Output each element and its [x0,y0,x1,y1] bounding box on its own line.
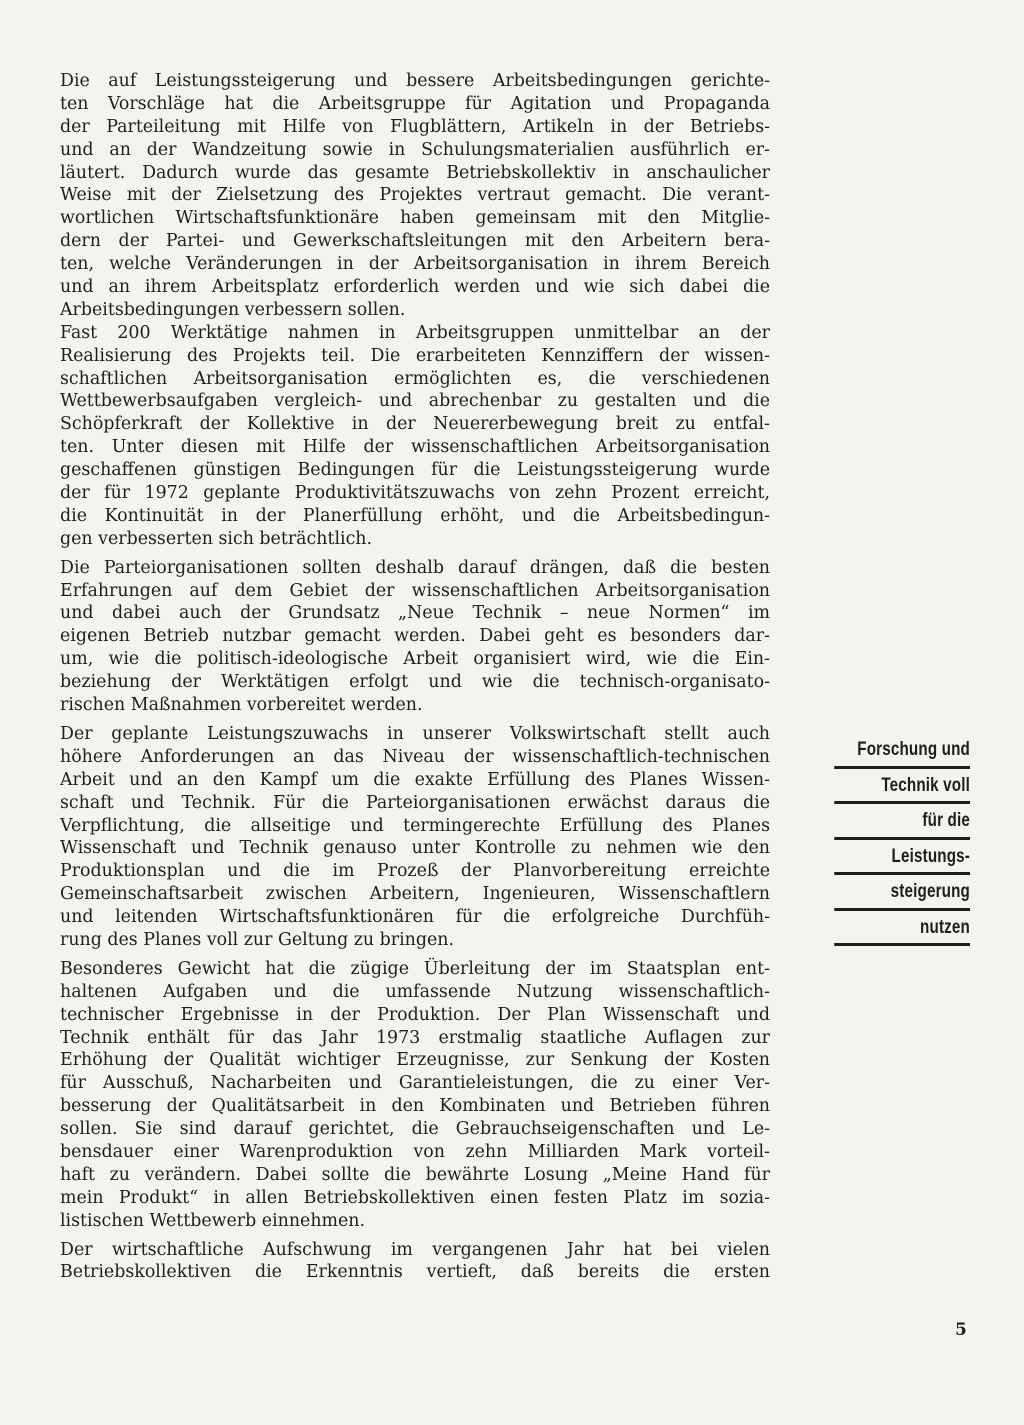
paragraph [60,557,770,717]
text-line: eigenen Betrieb nutzbar gemacht werden. Dabei geht es besonders dar- [60,626,770,647]
text-line: haltenen Aufgaben und die umfassende Nutzung wissenschaftlich- [60,981,770,1002]
text-line: Produktionsplan und die im Prozeß der Planvorbereitung erreichte [60,861,770,882]
text-line: Besonderes Gewicht hat die zügige Überleitung der im Staatsplan ent- [60,958,770,979]
text-line: Verpflichtung, die allseitige und termingerechte Erfüllung des Planes [60,815,770,836]
text-line: besserung der Qualitätsarbeit in den Kombinaten und Betrieben führen [60,1096,770,1117]
text-line: mein Produkt“ in allen Betriebskollektiven einen festen Platz im sozia- [60,1187,770,1208]
text-line: Die auf Leistungssteigerung und bessere Arbeitsbedingungen gerichte- [60,71,770,91]
text-line: der Parteileitung mit Hilfe von Flugblättern, Artikeln in der Betriebs- [60,116,770,137]
text-line: um, wie die politisch-ideologische Arbeit organisiert wird, wie die Ein- [60,649,770,670]
text-line: Der wirtschaftliche Aufschwung im vergangenen Jahr hat bei vielen [60,1239,770,1260]
text-line: und an ihrem Arbeitsplatz erforderlich werden und wie sich dabei die [60,277,770,298]
text-line: sollen. Sie sind darauf gerichtet, die Gebrauchseigenschaften und Le- [60,1119,770,1140]
margin-note-line: nutzen [834,914,970,947]
text-line: rischen Maßnahmen vorbereitet werden. [60,695,423,716]
text-line: geschaffenen günstigen Bedingungen für die Leistungssteigerung wurde [60,460,770,481]
text-line: Schöpferkraft der Kollektive in der Neuererbewegung breit zu entfal- [60,414,770,435]
paragraph [60,70,770,322]
text-line: und an der Wandzeitung sowie in Schulungsmaterialien ausführlich er- [60,139,770,160]
text-line: die Kontinuität in der Planerfüllung erhöht, und die Arbeitsbedingun- [60,505,770,526]
text-line: Fast 200 Werktätige nahmen in Arbeitsgruppen unmittelbar an der [60,322,770,343]
text-line: Arbeit und an den Kampf um die exakte Erfüllung des Planes Wissen- [60,769,770,790]
margin-note-line: für die [834,807,970,840]
paragraph [60,322,770,551]
text-line: ten. Unter diesen mit Hilfe der wissenschaftlichen Arbeitsorganisation [60,437,770,458]
text-line: schaft und Technik. Für die Parteiorganisationen erwächst daraus die [60,792,770,813]
text-line: ten, welche Veränderungen in der Arbeitsorganisation in ihrem Bereich [60,254,770,275]
margin-note-line: Leistungs- [834,843,970,876]
text-line: läutert. Dadurch wurde das gesamte Betriebskollektiv in anschaulicher [60,162,770,183]
text-line: technischer Ergebnisse in der Produktion. Der Plan Wissenschaft und [60,1004,770,1025]
text-line: Die Parteiorganisationen sollten deshalb darauf drängen, daß die besten [60,557,770,578]
margin-note-line: Forschung und [834,736,970,769]
text-line: gen verbesserten sich beträchtlich. [60,528,373,549]
margin-note-heading [796,736,970,949]
body-text [60,70,770,1284]
text-line: listischen Wettbewerb einnehmen. [60,1210,366,1231]
text-line: haft zu verändern. Dabei sollte die bewährte Losung „Meine Hand für [60,1164,770,1185]
text-line: Arbeitsbedingungen verbessern sollen. [60,299,406,320]
text-line: ten Vorschläge hat die Arbeitsgruppe für Agitation und Propaganda [60,93,770,114]
text-line: höhere Anforderungen an das Niveau der wissenschaftlich-technischen [60,746,770,767]
text-line: schaftlichen Arbeitsorganisation ermöglichten es, die verschiedenen [60,368,770,389]
text-line: Realisierung des Projekts teil. Die erarbeiteten Kennziffern der wissen- [60,345,770,366]
text-line: rung des Planes voll zur Geltung zu bringen. [60,929,455,950]
text-line: der für 1972 geplante Produktivitätszuwachs von zehn Prozent erreicht, [60,483,770,504]
text-line: Weise mit der Zielsetzung des Projektes vertraut gemacht. Die verant- [60,185,770,206]
text-line: Technik enthält für das Jahr 1973 erstmalig staatliche Auflagen zur [60,1027,770,1048]
page-number: 5 [955,1320,967,1340]
text-line: dern der Partei- und Gewerkschaftsleitungen mit den Arbeitern bera- [60,231,770,252]
text-line: für Ausschuß, Nacharbeiten und Garantieleistungen, die zu einer Ver- [60,1073,770,1094]
paragraph [60,1239,770,1285]
paragraph [60,958,770,1233]
text-line: beziehung der Werktätigen erfolgt und wie die technisch-organisato- [60,672,770,693]
text-line: Wissenschaft und Technik genauso unter Kontrolle zu nehmen wie den [60,838,770,859]
margin-note-line: Technik voll [834,772,970,805]
text-line: Gemeinschaftsarbeit zwischen Arbeitern, Ingenieuren, Wissenschaftlern [60,884,770,905]
text-line: Wettbewerbsaufgaben vergleich- und abrechenbar zu gestalten und die [60,391,770,412]
text-line: bensdauer einer Warenproduktion von zehn Milliarden Mark vorteil- [60,1141,770,1162]
text-line: und leitenden Wirtschaftsfunktionären für die erfolgreiche Durchfüh- [60,907,770,928]
text-line: Betriebskollektiven die Erkenntnis vertieft, daß bereits die ersten [60,1262,770,1283]
paragraph [60,723,770,952]
text-line: wortlichen Wirtschaftsfunktionäre haben gemeinsam mit den Mitglie- [60,208,770,229]
text-line: Erfahrungen auf dem Gebiet der wissenschaftlichen Arbeitsorganisation [60,580,770,601]
margin-note-line: steigerung [834,878,970,911]
text-line: Erhöhung der Qualität wichtiger Erzeugnisse, zur Senkung der Kosten [60,1050,770,1071]
text-line: Der geplante Leistungszuwachs in unserer Volkswirtschaft stellt auch [60,723,770,744]
text-line: und dabei auch der Grundsatz „Neue Technik – neue Normen“ im [60,603,770,624]
